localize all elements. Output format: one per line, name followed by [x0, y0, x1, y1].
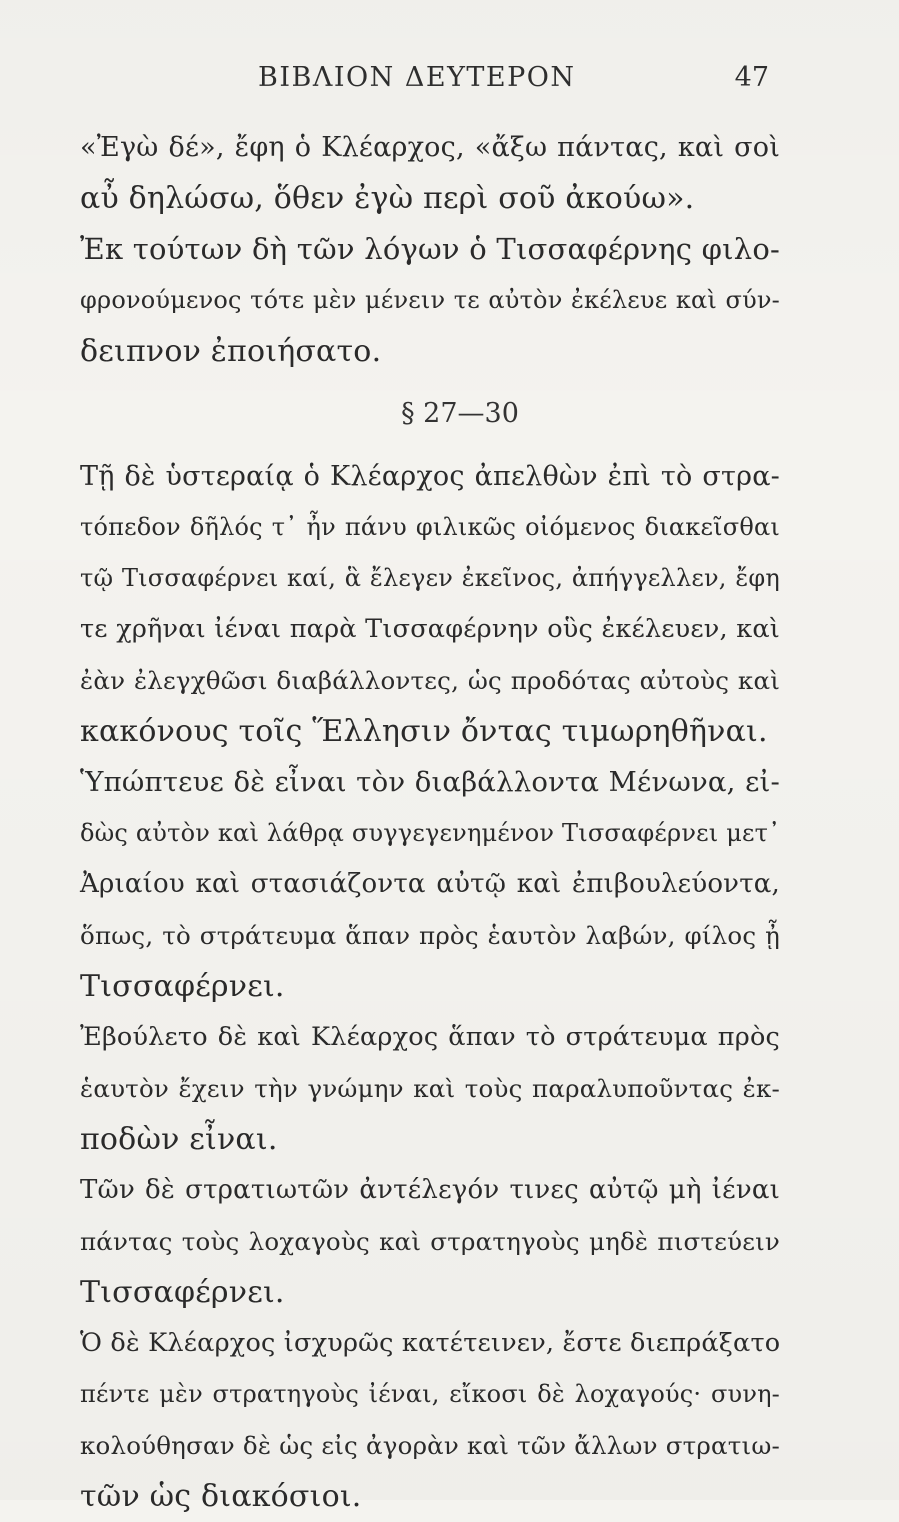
- text-line: αὖ δηλώσω, ὅθεν ἐγὼ περὶ σοῦ ἀκούω».: [80, 181, 695, 216]
- text-line: τε χρῆναι ἰέναι παρὰ Τισσαφέρνην οὓς ἐκέλευεν, καὶ: [80, 614, 780, 644]
- text-line: πάντας τοὺς λοχαγοὺς καὶ στρατηγοὺς μηδὲ πιστεύειν: [80, 1227, 780, 1256]
- text-line: κολούθησαν δὲ ὡς εἰς ἀγορὰν καὶ τῶν ἄλλων στρατιω-: [80, 1431, 780, 1460]
- text-line: Ὁ δὲ Κλέαρχος ἰσχυρῶς κατέτεινεν, ἔστε διεπράξατο: [80, 1328, 781, 1358]
- text-line: Τῇ δὲ ὑστεραίᾳ ὁ Κλέαρχος ἀπελθὼν ἐπὶ τὸ στρα-: [80, 461, 780, 492]
- body-text: [80, 122, 780, 1522]
- text-line: Τισσαφέρνει.: [80, 1275, 285, 1310]
- text-line: Ὑπώπτευε δὲ εἶναι τὸν διαβάλλοντα Μένωνα, εἰ-: [80, 766, 780, 798]
- text-line: Ἀριαίου καὶ στασιάζοντα αὐτῷ καὶ ἐπιβουλεύοντα,: [80, 869, 780, 899]
- text-line: τόπεδον δῆλός τ᾽ ἦν πάνυ φιλικῶς οἰόμενος διακεῖσθαι: [80, 513, 780, 541]
- running-title: ΒΙΒΛΙΟΝ ΔΕΥΤΕΡΟΝ: [258, 62, 576, 93]
- text-line: Τισσαφέρνει.: [80, 969, 285, 1004]
- text-line: κακόνους τοῖς Ἕλλησιν ὄντας τιμωρηθῆναι.: [80, 714, 768, 749]
- text-line: δειπνον ἐποιήσατο.: [80, 334, 382, 369]
- text-line: πέντε μὲν στρατηγοὺς ἰέναι, εἴκοσι δὲ λοχαγούς· συνη-: [80, 1380, 780, 1408]
- text-line: φρονούμενος τότε μὲν μένειν τε αὐτὸν ἐκέλευε καὶ σύν-: [80, 286, 780, 314]
- running-header: [0, 62, 899, 102]
- text-line: ἑαυτὸν ἔχειν τὴν γνώμην καὶ τοὺς παραλυποῦντας ἐκ-: [80, 1074, 780, 1103]
- text-line: ποδὼν εἶναι.: [80, 1122, 278, 1157]
- text-line: τῶν ὡς διακόσιοι.: [80, 1479, 362, 1514]
- text-line: «Ἐγὼ δέ», ἔφη ὁ Κλέαρχος, «ἄξω πάντας, καὶ σοὶ: [80, 132, 780, 163]
- text-line: ἐὰν ἐλεγχθῶσι διαβάλλοντες, ὡς προδότας αὐτοὺς καὶ: [80, 666, 780, 695]
- text-line: ὅπως, τὸ στράτευμα ἅπαν πρὸς ἑαυτὸν λαβών, φίλος ᾖ: [80, 921, 780, 950]
- text-line: δὼς αὐτὸν καὶ λάθρᾳ συγγεγενημένον Τισσαφέρνει μετ᾽: [80, 819, 781, 847]
- text-line: τῷ Τισσαφέρνει καί, ἃ ἔλεγεν ἐκεῖνος, ἀπήγγελλεν, ἔφη: [80, 564, 780, 592]
- text-line: Ἐβούλετο δὲ καὶ Κλέαρχος ἅπαν τὸ στράτευμα πρὸς: [80, 1022, 780, 1052]
- section-heading: § 27—30: [401, 398, 519, 429]
- page-number: 47: [734, 62, 769, 93]
- text-line: Τῶν δὲ στρατιωτῶν ἀντέλεγόν τινες αὐτῷ μὴ ἰέναι: [80, 1175, 780, 1205]
- text-line: Ἐκ τούτων δὴ τῶν λόγων ὁ Τισσαφέρνης φιλο-: [80, 232, 780, 266]
